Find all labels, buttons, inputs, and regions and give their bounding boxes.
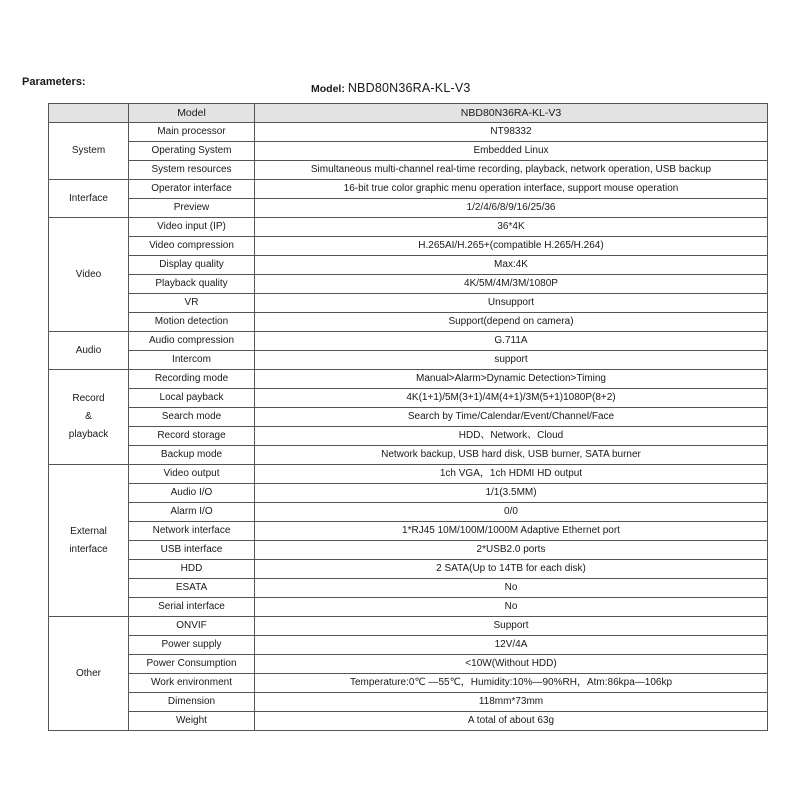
table-row [49, 712, 768, 731]
spec-value: 16-bit true color graphic menu operation interface, support mouse operation [255, 180, 768, 199]
spec-name: Search mode [129, 408, 255, 427]
table-row [49, 408, 768, 427]
spec-value: <10W(Without HDD) [255, 655, 768, 674]
spec-value: H.265AI/H.265+(compatible H.265/H.264) [255, 237, 768, 256]
spec-value: 36*4K [255, 218, 768, 237]
group-label-external-interface [49, 465, 129, 617]
spec-name: Operating System [129, 142, 255, 161]
table-row [49, 465, 768, 484]
table-row [49, 180, 768, 199]
table-row [49, 636, 768, 655]
model-heading [311, 81, 471, 95]
spec-value: 4K(1+1)/5M(3+1)/4M(4+1)/3M(5+1)1080P(8+2) [255, 389, 768, 408]
spec-value: 1/1(3.5MM) [255, 484, 768, 503]
table-row [49, 693, 768, 712]
spec-value: No [255, 598, 768, 617]
spec-value: 4K/5M/4M/3M/1080P [255, 275, 768, 294]
group-label-line: Record [72, 393, 105, 404]
spec-value: 118mm*73mm [255, 693, 768, 712]
group-label-line: interface [69, 543, 108, 555]
table-row [49, 674, 768, 693]
spec-value: Max:4K [255, 256, 768, 275]
table-header-row [49, 104, 768, 123]
spec-value: G.711A [255, 332, 768, 351]
spec-name: Video input (IP) [129, 218, 255, 237]
spec-value: Manual>Alarm>Dynamic Detection>Timing [255, 370, 768, 389]
table-row [49, 199, 768, 218]
table-row [49, 560, 768, 579]
table-row [49, 370, 768, 389]
spec-value: Embedded Linux [255, 142, 768, 161]
spec-name: Record storage [129, 427, 255, 446]
table-row [49, 617, 768, 636]
spec-value: Network backup, USB hard disk, USB burner, SATA burner [255, 446, 768, 465]
spec-name: Backup mode [129, 446, 255, 465]
table-row [49, 427, 768, 446]
spec-value: support [255, 351, 768, 370]
table-row [49, 275, 768, 294]
spec-name: VR [129, 294, 255, 313]
table-row [49, 579, 768, 598]
spec-value: Support [255, 617, 768, 636]
table-row [49, 161, 768, 180]
spec-value: Support(depend on camera) [255, 313, 768, 332]
header-name-cell: Model [129, 104, 255, 123]
spec-value: NT98332 [255, 123, 768, 142]
table-row [49, 332, 768, 351]
header-value-cell: NBD80N36RA-KL-V3 [255, 104, 768, 123]
table-row [49, 484, 768, 503]
spec-name: Audio I/O [129, 484, 255, 503]
spec-name: HDD [129, 560, 255, 579]
table-row [49, 256, 768, 275]
model-heading-key: Model: [311, 83, 345, 95]
spec-name: ESATA [129, 579, 255, 598]
table-row [49, 294, 768, 313]
table-row [49, 351, 768, 370]
spec-value: 1*RJ45 10M/100M/1000M Adaptive Ethernet port [255, 522, 768, 541]
group-label-line: playback [68, 429, 109, 440]
spec-name: Power Consumption [129, 655, 255, 674]
spec-name: Operator interface [129, 180, 255, 199]
spec-name: Playback quality [129, 275, 255, 294]
spec-name: Work environment [129, 674, 255, 693]
spec-value: Search by Time/Calendar/Event/Channel/Face [255, 408, 768, 427]
group-label-line: External [70, 525, 107, 537]
table-row [49, 522, 768, 541]
spec-name: Recording mode [129, 370, 255, 389]
spec-name: Weight [129, 712, 255, 731]
spec-name: Network interface [129, 522, 255, 541]
spec-name: Power supply [129, 636, 255, 655]
spec-value: 2 SATA(Up to 14TB for each disk) [255, 560, 768, 579]
table-row [49, 598, 768, 617]
spec-value: No [255, 579, 768, 598]
spec-name: Intercom [129, 351, 255, 370]
group-label-audio: Audio [49, 332, 129, 370]
spec-name: Video output [129, 465, 255, 484]
spec-name: ONVIF [129, 617, 255, 636]
parameters-label: Parameters: [22, 76, 86, 88]
table-row [49, 313, 768, 332]
table-row [49, 446, 768, 465]
group-label-other: Other [49, 617, 129, 731]
group-label-interface: Interface [49, 180, 129, 218]
table-row [49, 123, 768, 142]
spec-value: HDD、Network、Cloud [255, 427, 768, 446]
spec-value: Unsupport [255, 294, 768, 313]
table-row [49, 389, 768, 408]
group-label-record-playback [49, 370, 129, 465]
spec-name: Preview [129, 199, 255, 218]
table-row [49, 655, 768, 674]
spec-name: Local payback [129, 389, 255, 408]
group-label-line: & [85, 411, 92, 422]
table-row [49, 541, 768, 560]
spec-name: Audio compression [129, 332, 255, 351]
spec-value: Temperature:0℃ —55℃，Humidity:10%—90%RH，Atm:86kpa—106kp [255, 674, 768, 693]
spec-value: 1/2/4/6/8/9/16/25/36 [255, 199, 768, 218]
table-row [49, 218, 768, 237]
spec-name: Dimension [129, 693, 255, 712]
spec-value: Simultaneous multi-channel real-time recording, playback, network operation, USB backup [255, 161, 768, 180]
spec-name: Display quality [129, 256, 255, 275]
spec-name: System resources [129, 161, 255, 180]
spec-name: Main processor [129, 123, 255, 142]
spec-value: 12V/4A [255, 636, 768, 655]
header-spacer-cell [49, 104, 129, 123]
spec-name: Serial interface [129, 598, 255, 617]
spec-name: USB interface [129, 541, 255, 560]
spec-value: A total of about 63g [255, 712, 768, 731]
spec-name: Alarm I/O [129, 503, 255, 522]
table-row [49, 142, 768, 161]
spec-value: 1ch VGA，1ch HDMI HD output [255, 465, 768, 484]
spec-name: Motion detection [129, 313, 255, 332]
spec-value: 0/0 [255, 503, 768, 522]
group-label-system: System [49, 123, 129, 180]
table-row [49, 237, 768, 256]
group-label-video: Video [49, 218, 129, 332]
specification-table [48, 103, 768, 731]
spec-name: Video compression [129, 237, 255, 256]
spec-value: 2*USB2.0 ports [255, 541, 768, 560]
model-heading-value: NBD80N36RA-KL-V3 [347, 81, 471, 95]
table-row [49, 503, 768, 522]
